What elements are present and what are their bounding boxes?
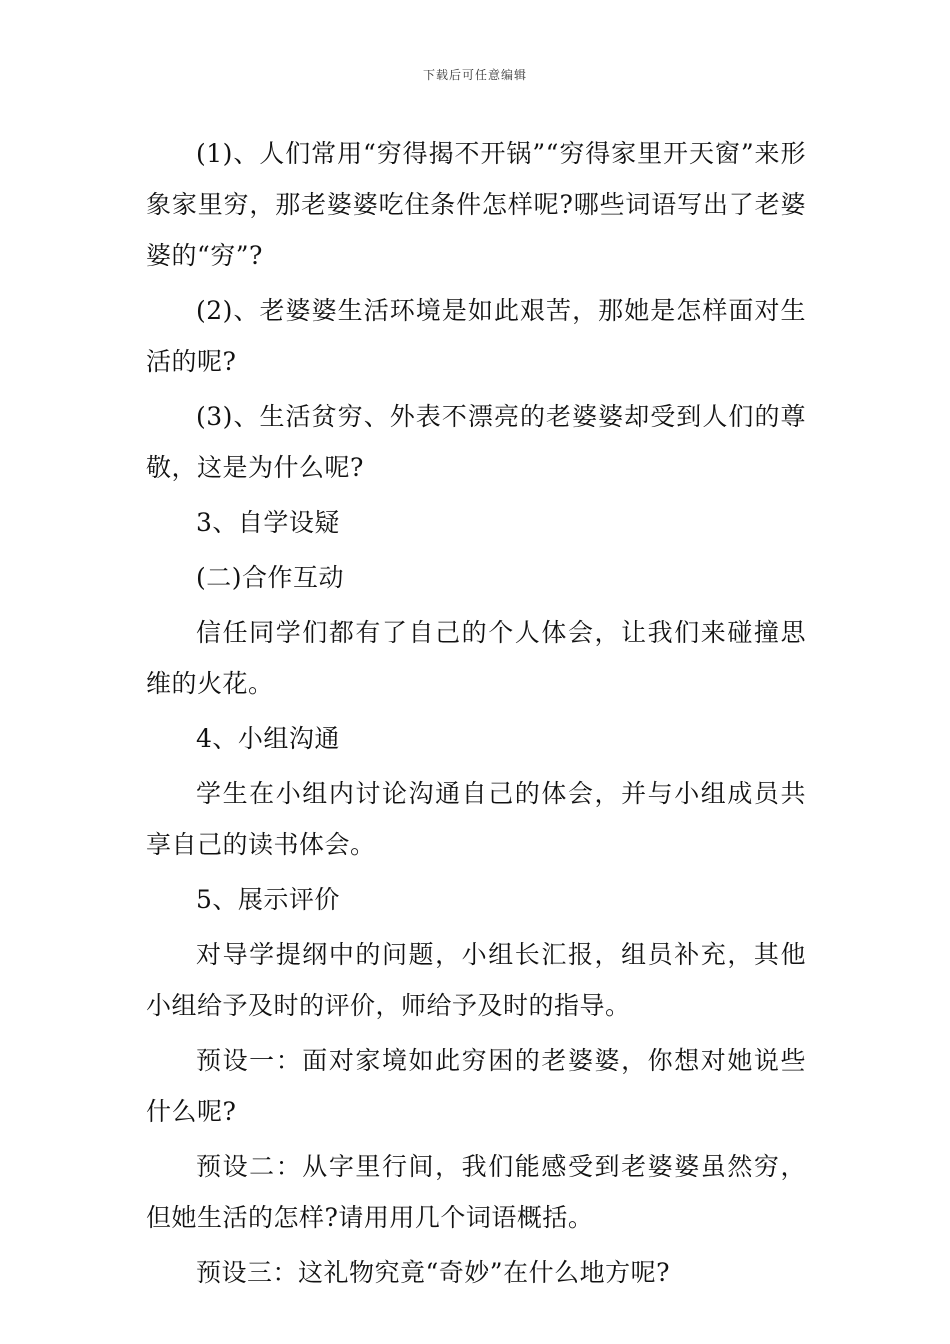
paragraph-question-2: (2)、老婆婆生活环境是如此艰苦，那她是怎样面对生活的呢? <box>146 296 806 376</box>
paragraph-question-1: (1)、人们常用“穷得揭不开锅”“穷得家里开天窗”来形象家里穷，那老婆婆吃住条件怎样呢?哪些词语写出了老婆婆的“穷”? <box>146 139 806 270</box>
page-header-note: 下载后可任意编辑 <box>422 68 527 82</box>
paragraph-cooperation-intro: 信任同学们都有了自己的个人体会，让我们来碰撞思维的火花。 <box>146 618 806 698</box>
paragraph-question-3: (3)、生活贫穷、外表不漂亮的老婆婆却受到人们的尊敬，这是为什么呢? <box>146 402 806 482</box>
section-heading-cooperation: (二)合作互动 <box>196 563 345 592</box>
paragraph-preset-1: 预设一：面对家境如此穷困的老婆婆，你想对她说些什么呢? <box>146 1046 806 1126</box>
section-heading-self-study: 3、自学设疑 <box>196 508 340 537</box>
paragraph-evaluation: 对导学提纲中的问题，小组长汇报，组员补充，其他小组给予及时的评价，师给予及时的指导。 <box>146 940 806 1020</box>
section-heading-group-communication: 4、小组沟通 <box>196 724 340 753</box>
paragraph-group-communication: 学生在小组内讨论沟通自己的体会，并与小组成员共享自己的读书体会。 <box>146 779 806 859</box>
paragraph-preset-2: 预设二：从字里行间，我们能感受到老婆婆虽然穷，但她生活的怎样?请用用几个词语概括。 <box>146 1152 806 1232</box>
section-heading-evaluation: 5、展示评价 <box>196 885 340 914</box>
paragraph-preset-3: 预设三：这礼物究竟“奇妙”在什么地方呢? <box>196 1258 670 1287</box>
document-body <box>146 128 806 1302</box>
